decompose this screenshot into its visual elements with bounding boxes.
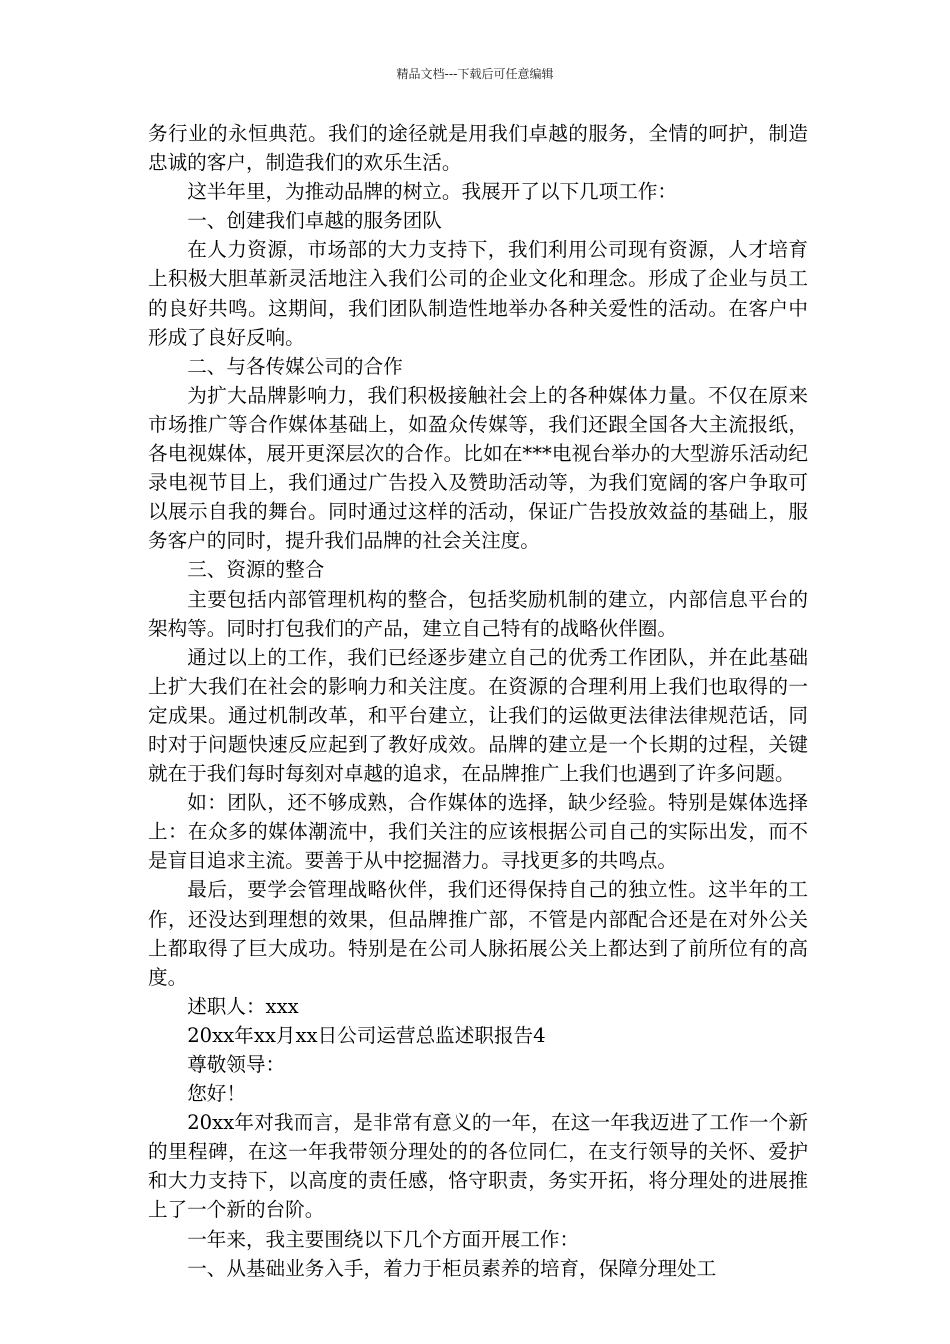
section-heading: 一、从基础业务入手，着力于柜员素养的培育，保障分理处工 — [187, 1256, 717, 1280]
paragraph: 务行业的永恒典范。我们的途径就是用我们卓越的服务，全情的呵护，制造忠诚的客户，制造我们的欢乐生活。 — [148, 122, 808, 175]
paragraph: 通过以上的工作，我们已经逐步建立自己的优秀工作团队，并在此基础上扩大我们在社会的影响力和关注度。在资源的合理利用上我们也取得的一定成果。通过机制改革，和平台建立，让我们的运做更法律法律规范话，同时对于问题快速反应起到了教好成效。品牌的建立是一个长期的过程，关键就在于我们每时每刻对卓越的追求，在品牌推广上我们也遇到了许多问题。 — [148, 645, 808, 786]
paragraph: 如：团队，还不够成熟，合作媒体的选择，缺少经验。特别是媒体选择上：在众多的媒体潮流中，我们关注的应该根据公司自己的实际出发，而不是盲目追求主流。要善于从中挖掘潜力。寻找更多的共鸣点。 — [148, 791, 808, 873]
paragraph: 最后，要学会管理战略伙伴，我们还得保持自己的独立性。这半年的工作，还没达到理想的效果，但品牌推广部，不管是内部配合还是在对外公关上都取得了巨大成功。特别是在公司人脉拓展公关上都达到了前所位有的高度。 — [148, 878, 808, 989]
section-heading: 一、创建我们卓越的服务团队 — [187, 209, 442, 233]
salutation: 尊敬领导： — [187, 1053, 286, 1076]
greeting: 您好！ — [187, 1082, 246, 1106]
paragraph: 在人力资源，市场部的大力支持下，我们利用公司现有资源，人才培育上积极大胆革新灵活地注入我们公司的企业文化和理念。形成了企业与员工的良好共鸣。这期间，我们团队制造性地举办各种关爱性的活动。在客户中形成了良好反响。 — [148, 238, 808, 349]
signature-line: 述职人：xxx — [187, 994, 299, 1018]
document-body — [148, 119, 808, 1283]
paragraph: 20xx年对我而言，是非常有意义的一年，在这一年我迈进了工作一个新的里程碑，在这一年我带领分理处的的各位同仁，在支行领导的关怀、爱护和大力支持下，以高度的责任感，恪守职责，务实开拓，将分理处的进展推上了一个新的台阶。 — [148, 1111, 808, 1222]
section-heading: 三、资源的整合 — [187, 558, 325, 582]
report-title: 20xx年xx月xx日公司运营总监述职报告4 — [187, 1023, 546, 1047]
paragraph: 主要包括内部管理机构的整合，包括奖励机制的建立，内部信息平台的架构等。同时打包我们的产品，建立自己特有的战略伙伴圈。 — [148, 587, 808, 640]
paragraph: 一年来，我主要围绕以下几个方面开展工作： — [187, 1227, 580, 1251]
paragraph: 为扩大品牌影响力，我们积极接触社会上的各种媒体力量。不仅在原来市场推广等合作媒体基础上，如盈众传媒等，我们还跟全国各大主流报纸，各电视媒体，展开更深层次的合作。比如在***电视台举办的大型游乐活动纪录电视节目上，我们通过广告投入及赞助活动等，为我们宽阔的客户争取可以展示自我的舞台。同时通过这样的活动，保证广告投放效益的基础上，服务客户的同时，提升我们品牌的社会关注度。 — [148, 383, 808, 553]
paragraph: 这半年里，为推动品牌的树立。我展开了以下几项工作： — [187, 180, 678, 204]
page-header: 精品文档---下载后可任意编辑 — [396, 67, 554, 81]
section-heading: 二、与各传媒公司的合作 — [187, 354, 403, 378]
